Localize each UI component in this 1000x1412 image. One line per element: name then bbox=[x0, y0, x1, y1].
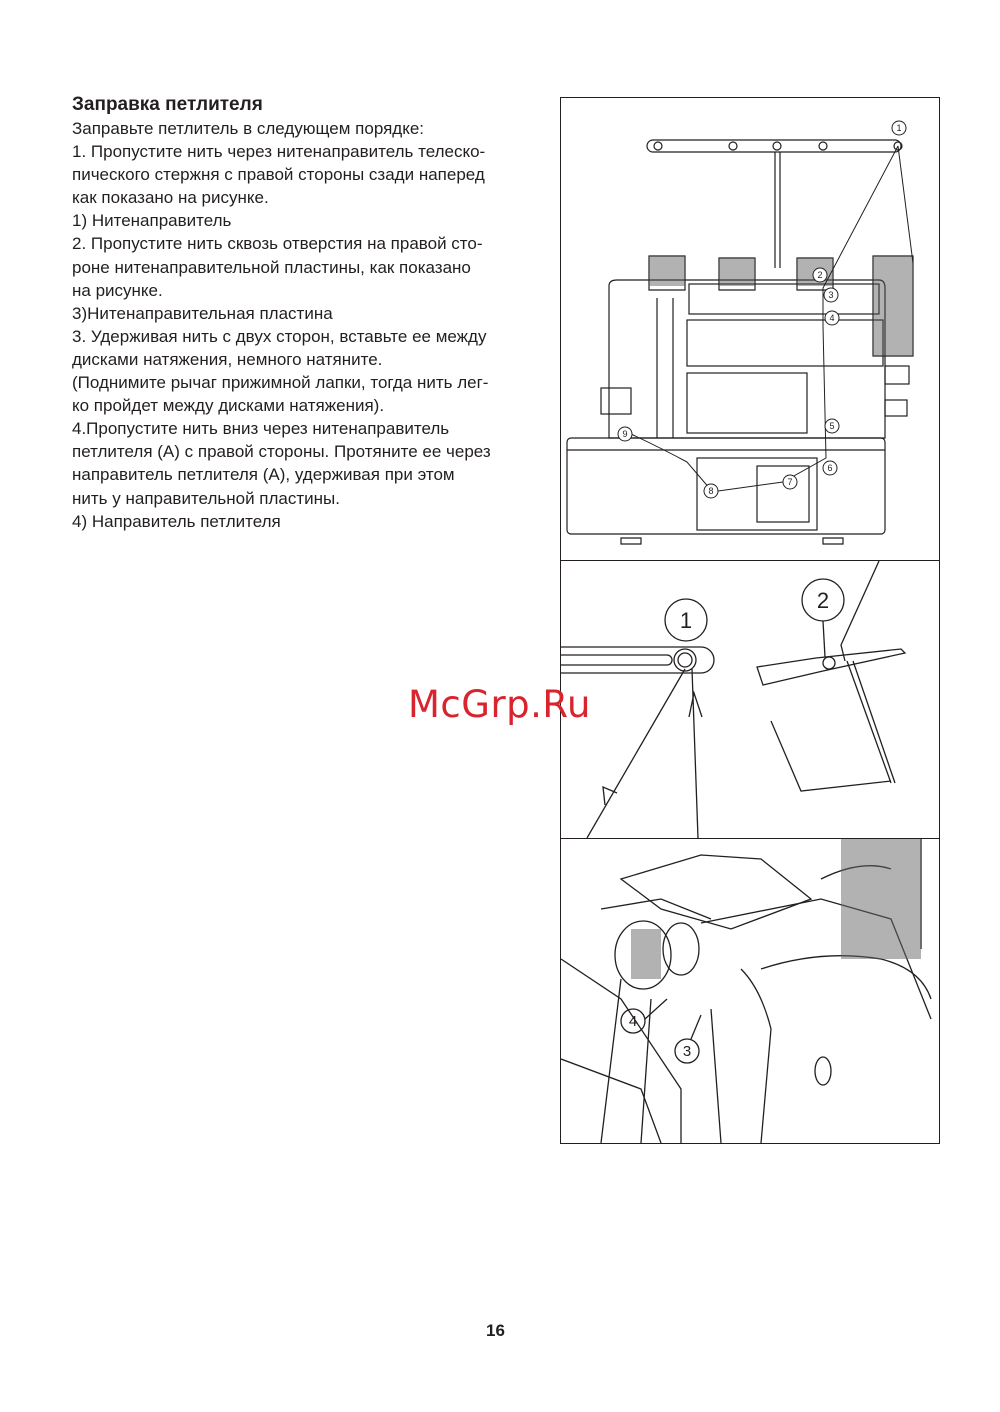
text-line: 3. Удерживая нить с двух сторон, вставьте ее между bbox=[72, 326, 487, 346]
callout-2: 2 bbox=[817, 270, 823, 280]
text-line: 3)Нитенаправительная пластина bbox=[72, 303, 333, 323]
text-line: ко пройдет между дисками натяжения). bbox=[72, 396, 385, 416]
text-line: роне нитенаправительной пластины, как показано bbox=[72, 257, 471, 277]
callout-4: 4 bbox=[628, 1013, 638, 1030]
callout-8: 8 bbox=[708, 486, 714, 496]
text-line: дисками натяжения, немного натяните. bbox=[72, 349, 383, 369]
text-line: 1. Пропустите нить через нитенаправитель телеско- bbox=[72, 142, 486, 162]
callout-4: 4 bbox=[829, 313, 835, 323]
machine-overview-figure bbox=[560, 97, 940, 561]
text-line: пического стержня с правой стороны сзади наперед bbox=[72, 165, 485, 185]
thread-guide-detail-figure bbox=[560, 560, 940, 839]
callout-1: 1 bbox=[679, 608, 693, 633]
callout-5: 5 bbox=[829, 421, 835, 431]
text-line: как показано на рисунке. bbox=[72, 188, 269, 208]
text-line: 4.Пропустите нить вниз через нитенаправитель bbox=[72, 419, 450, 439]
text-line: направитель петлителя (A), удерживая при этом bbox=[72, 465, 455, 485]
looper-guide-detail-figure bbox=[560, 838, 940, 1144]
watermark-text: McGrp.Ru bbox=[408, 683, 591, 726]
text-line: (Поднимите рычаг прижимной лапки, тогда нить лег- bbox=[72, 373, 489, 393]
callout-2: 2 bbox=[816, 588, 830, 613]
looper-guide-detail-drawing bbox=[561, 839, 939, 1143]
text-line: 4) Направитель петлителя bbox=[72, 511, 281, 531]
callout-3: 3 bbox=[828, 290, 834, 300]
callout-7: 7 bbox=[787, 477, 793, 487]
text-line: петлителя (A) с правой стороны. Протяните ее через bbox=[72, 442, 491, 462]
callout-6: 6 bbox=[827, 463, 833, 473]
page-number: 16 bbox=[486, 1321, 505, 1340]
instructions-text bbox=[72, 117, 552, 533]
text-line: Заправьте петлитель в следующем порядке: bbox=[72, 119, 425, 138]
callout-3: 3 bbox=[682, 1043, 692, 1060]
callout-1: 1 bbox=[896, 123, 902, 133]
text-line: 1) Нитенаправитель bbox=[72, 211, 232, 231]
section-title: Заправка петлителя bbox=[72, 94, 263, 115]
text-line: 2. Пропустите нить сквозь отверстия на правой сто- bbox=[72, 234, 483, 254]
callout-9: 9 bbox=[622, 429, 628, 439]
machine-overview-drawing bbox=[561, 98, 939, 560]
text-line: на рисунке. bbox=[72, 280, 163, 300]
text-line: нить у направительной пластины. bbox=[72, 488, 340, 508]
thread-guide-detail-drawing bbox=[561, 561, 939, 838]
